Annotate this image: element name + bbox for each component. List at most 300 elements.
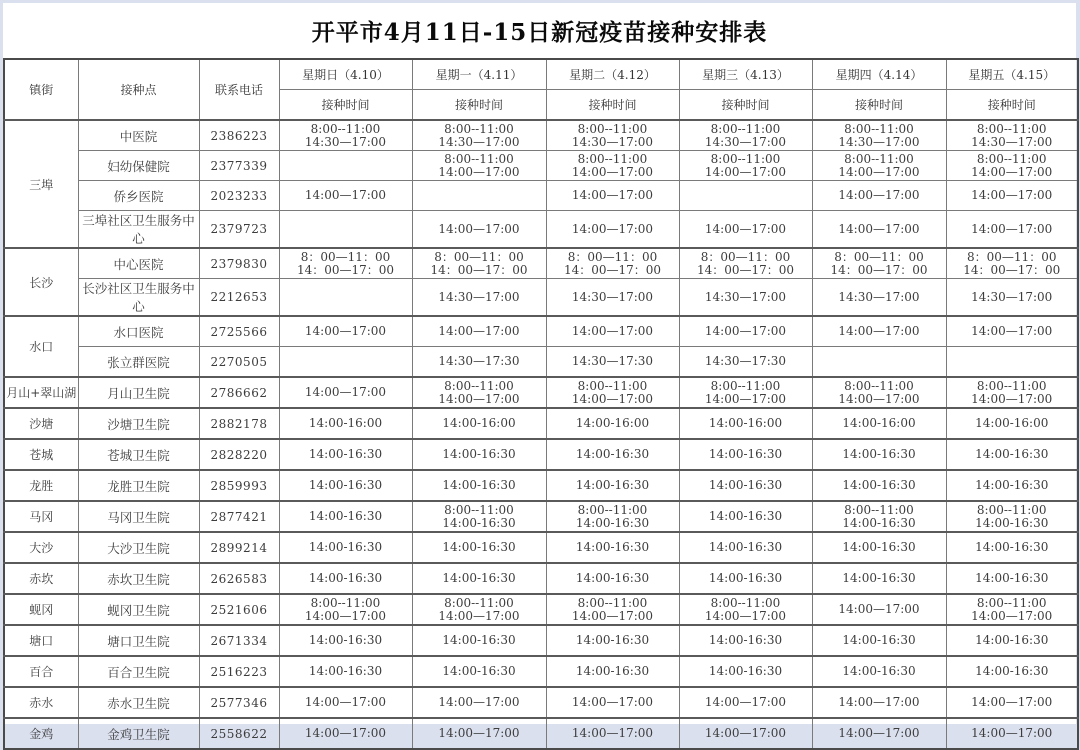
time-line: 14:00-16:00 xyxy=(575,416,650,430)
time-line: 8:00--11:00 xyxy=(976,151,1047,166)
col-header-phone: 联系电话 xyxy=(199,59,279,120)
phone-cell: 2828220 xyxy=(199,439,279,470)
phone-cell: 2386223 xyxy=(199,120,279,151)
time-line: 14:00-16:30 xyxy=(708,509,783,523)
site-cell: 侨乡医院 xyxy=(78,181,199,211)
time-cell xyxy=(946,248,1078,279)
time-line: 14:00-16:30 xyxy=(708,664,783,678)
time-cell xyxy=(412,501,546,532)
time-cell xyxy=(546,316,679,347)
time-line: 14:30—17:00 xyxy=(438,289,520,304)
time-line: 14:00-16:30 xyxy=(708,633,783,647)
time-line: 14:00—17:00 xyxy=(438,221,520,236)
time-line: 8:00--11:00 xyxy=(976,378,1047,393)
time-line: 14:00—17:00 xyxy=(838,695,920,709)
time-cell xyxy=(546,563,679,594)
time-line: 14:00—17:00 xyxy=(304,608,387,623)
town-cell: 赤水 xyxy=(4,687,78,718)
time-line: 14:00-16:30 xyxy=(308,633,383,647)
time-line: 14:00—17:00 xyxy=(704,695,787,709)
time-cell xyxy=(546,532,679,563)
time-cell xyxy=(412,316,546,347)
time-cell xyxy=(412,687,546,718)
town-cell: 月山+翠山湖 xyxy=(4,377,78,408)
town-cell: 百合 xyxy=(4,656,78,687)
time-line: 14：00—17：00 xyxy=(830,262,928,277)
time-cell xyxy=(279,151,412,181)
time-cell xyxy=(546,718,679,749)
site-cell: 赤水卫生院 xyxy=(78,687,199,718)
table-row xyxy=(4,563,1078,594)
time-cell xyxy=(812,532,946,563)
time-cell xyxy=(412,563,546,594)
time-cell xyxy=(279,687,412,718)
site-cell: 大沙卫生院 xyxy=(78,532,199,563)
time-line: 14:00—17:00 xyxy=(571,164,654,179)
time-line: 8:00--11:00 xyxy=(444,378,514,393)
time-line: 14：00—17：00 xyxy=(430,262,528,277)
time-line: 14:00—17:00 xyxy=(838,602,920,616)
time-cell xyxy=(679,316,812,347)
time-cell xyxy=(812,501,946,532)
col-subheader-time: 接种时间 xyxy=(812,90,946,121)
time-cell xyxy=(946,470,1078,501)
time-line: 8：00—11：00 xyxy=(967,249,1057,264)
time-cell xyxy=(679,120,812,151)
time-cell xyxy=(279,377,412,408)
time-line: 14:30—17:00 xyxy=(838,289,920,304)
time-cell xyxy=(279,625,412,656)
time-cell xyxy=(679,377,812,408)
time-line: 8:00--11:00 xyxy=(310,595,381,610)
time-cell xyxy=(546,151,679,181)
time-line: 8:00--11:00 xyxy=(844,151,914,166)
time-line: 14:00—17:00 xyxy=(438,391,520,406)
town-cell: 苍城 xyxy=(4,439,78,470)
time-line: 14:30—17:00 xyxy=(971,134,1053,149)
col-subheader-time: 接种时间 xyxy=(946,90,1078,121)
time-line: 14:30—17:30 xyxy=(704,354,787,368)
phone-cell: 2882178 xyxy=(199,408,279,439)
time-cell xyxy=(546,279,679,317)
time-line: 14:00—17:00 xyxy=(971,164,1053,179)
site-cell: 苍城卫生院 xyxy=(78,439,199,470)
town-cell: 蚬冈 xyxy=(4,594,78,625)
time-line: 8:00--11:00 xyxy=(844,378,914,393)
time-line: 14:00—17:00 xyxy=(838,221,920,236)
time-line: 14:00—17:00 xyxy=(838,391,920,406)
time-line: 14:00-16:30 xyxy=(975,633,1049,647)
time-line: 14:00-16:30 xyxy=(842,447,916,461)
time-cell xyxy=(279,347,412,378)
town-cell: 三埠 xyxy=(4,120,78,248)
time-line: 14:00—17:00 xyxy=(438,726,520,740)
time-line: 14:00-16:30 xyxy=(842,633,916,647)
time-cell xyxy=(279,248,412,279)
time-line: 14:00—17:00 xyxy=(704,221,787,236)
col-header-day-sunday: 星期日（4.10） xyxy=(279,59,412,90)
table-header xyxy=(4,59,1078,120)
time-line: 8:00--11:00 xyxy=(844,121,914,136)
table-row xyxy=(4,532,1078,563)
time-line: 14:00—17:00 xyxy=(304,385,387,399)
time-cell xyxy=(279,408,412,439)
time-cell xyxy=(812,718,946,749)
time-cell xyxy=(946,439,1078,470)
time-line: 14:00—17:00 xyxy=(438,324,520,338)
time-line: 14:00—17:00 xyxy=(438,164,520,179)
time-cell xyxy=(679,532,812,563)
time-cell xyxy=(279,718,412,749)
site-cell: 月山卫生院 xyxy=(78,377,199,408)
time-cell xyxy=(946,625,1078,656)
site-cell: 妇幼保健院 xyxy=(78,151,199,181)
time-cell xyxy=(812,248,946,279)
time-line: 14:00—17:00 xyxy=(438,695,520,709)
time-cell xyxy=(812,120,946,151)
time-line: 14:00-16:30 xyxy=(975,515,1049,530)
time-line: 14:00-16:30 xyxy=(975,540,1049,554)
header-row-days xyxy=(4,59,1078,90)
time-line: 8：00—11：00 xyxy=(700,249,791,264)
site-cell: 长沙社区卫生服务中心 xyxy=(78,279,199,317)
time-cell xyxy=(412,532,546,563)
town-cell: 塘口 xyxy=(4,625,78,656)
time-line: 14:00—17:00 xyxy=(571,221,654,236)
town-cell: 马冈 xyxy=(4,501,78,532)
time-cell xyxy=(946,347,1078,378)
time-line: 14:00—17:00 xyxy=(304,324,387,338)
table-row xyxy=(4,687,1078,718)
time-line: 8:00--11:00 xyxy=(444,151,514,166)
time-line: 14:00—17:00 xyxy=(971,391,1053,406)
time-cell xyxy=(679,718,812,749)
time-line: 14:00-16:30 xyxy=(975,447,1049,461)
time-line: 8：00—11：00 xyxy=(300,249,391,264)
time-line: 14:00—17:00 xyxy=(838,188,920,202)
time-line: 8:00--11:00 xyxy=(444,121,514,136)
time-line: 14:00—17:00 xyxy=(304,188,387,202)
town-cell: 沙塘 xyxy=(4,408,78,439)
time-cell xyxy=(812,151,946,181)
time-cell xyxy=(812,439,946,470)
time-line: 14:00—17:00 xyxy=(438,608,520,623)
col-subheader-time: 接种时间 xyxy=(679,90,812,121)
phone-cell: 2877421 xyxy=(199,501,279,532)
time-cell xyxy=(679,211,812,249)
time-line: 14:30—17:00 xyxy=(971,289,1053,304)
col-header-day-wednesday: 星期三（4.13） xyxy=(679,59,812,90)
phone-cell: 2577346 xyxy=(199,687,279,718)
time-line: 14:00—17:00 xyxy=(704,608,787,623)
time-line: 14:00-16:30 xyxy=(575,571,650,585)
time-cell xyxy=(812,625,946,656)
time-cell xyxy=(679,656,812,687)
time-cell xyxy=(946,377,1078,408)
site-cell: 三埠社区卫生服务中心 xyxy=(78,211,199,249)
time-line: 14:30—17:30 xyxy=(571,354,654,368)
table-row xyxy=(4,718,1078,749)
time-line: 14:00—17:00 xyxy=(571,188,654,202)
time-cell xyxy=(279,563,412,594)
time-line: 14:00-16:30 xyxy=(842,571,916,585)
site-cell: 水口医院 xyxy=(78,316,199,347)
time-line: 14:00—17:00 xyxy=(838,726,920,740)
site-cell: 百合卫生院 xyxy=(78,656,199,687)
time-cell xyxy=(812,594,946,625)
document-page xyxy=(3,3,1076,742)
site-cell: 龙胜卫生院 xyxy=(78,470,199,501)
time-line: 14:00-16:30 xyxy=(575,540,650,554)
table-row xyxy=(4,248,1078,279)
time-cell xyxy=(812,211,946,249)
table-row xyxy=(4,316,1078,347)
time-cell xyxy=(679,347,812,378)
time-cell xyxy=(679,151,812,181)
time-line: 14:00-16:00 xyxy=(708,416,783,430)
time-line: 8:00--11:00 xyxy=(577,502,648,517)
phone-cell: 2212653 xyxy=(199,279,279,317)
town-cell: 水口 xyxy=(4,316,78,377)
time-line: 14:00-16:30 xyxy=(442,478,516,492)
time-line: 14:30—17:00 xyxy=(571,289,654,304)
time-line: 14:00—17:00 xyxy=(971,188,1053,202)
time-cell xyxy=(679,279,812,317)
time-cell xyxy=(546,408,679,439)
time-cell xyxy=(279,316,412,347)
time-cell xyxy=(412,151,546,181)
time-cell xyxy=(679,501,812,532)
time-line: 14:00—17:00 xyxy=(971,221,1053,236)
time-cell xyxy=(412,656,546,687)
time-cell xyxy=(546,687,679,718)
col-header-day-friday: 星期五（4.15） xyxy=(946,59,1078,90)
table-row xyxy=(4,347,1078,378)
time-cell xyxy=(546,501,679,532)
site-cell: 金鸡卫生院 xyxy=(78,718,199,749)
time-cell xyxy=(412,439,546,470)
time-line: 14:00—17:00 xyxy=(971,695,1053,709)
time-line: 14:00-16:30 xyxy=(575,515,650,530)
time-line: 14：00—17：00 xyxy=(963,262,1061,277)
time-line: 14:00—17:00 xyxy=(304,695,387,709)
time-line: 14:30—17:00 xyxy=(304,134,387,149)
time-line: 14:00-16:30 xyxy=(575,664,650,678)
time-cell xyxy=(546,120,679,151)
time-cell xyxy=(412,625,546,656)
time-cell xyxy=(812,347,946,378)
time-line: 8:00--11:00 xyxy=(710,378,781,393)
phone-cell: 2379723 xyxy=(199,211,279,249)
time-line: 14:30—17:00 xyxy=(571,134,654,149)
phone-cell: 2270505 xyxy=(199,347,279,378)
time-line: 14:00-16:00 xyxy=(308,416,383,430)
time-line: 8:00--11:00 xyxy=(310,121,381,136)
phone-cell: 2725566 xyxy=(199,316,279,347)
time-cell xyxy=(812,408,946,439)
time-cell xyxy=(946,656,1078,687)
time-line: 8：00—11：00 xyxy=(567,249,658,264)
table-row xyxy=(4,181,1078,211)
time-cell xyxy=(812,377,946,408)
time-cell xyxy=(679,408,812,439)
phone-cell: 2859993 xyxy=(199,470,279,501)
time-line: 14：00—17：00 xyxy=(563,262,662,277)
time-line: 14:00-16:30 xyxy=(442,633,516,647)
site-cell: 蚬冈卫生院 xyxy=(78,594,199,625)
phone-cell: 2023233 xyxy=(199,181,279,211)
town-cell: 赤坎 xyxy=(4,563,78,594)
time-cell xyxy=(279,656,412,687)
page-title: 开平市4月11日-15日新冠疫苗接种安排表 xyxy=(311,19,768,46)
phone-cell: 2377339 xyxy=(199,151,279,181)
site-cell: 赤坎卫生院 xyxy=(78,563,199,594)
time-cell xyxy=(546,248,679,279)
table-row xyxy=(4,656,1078,687)
phone-cell: 2558622 xyxy=(199,718,279,749)
time-cell xyxy=(279,594,412,625)
town-cell: 长沙 xyxy=(4,248,78,316)
time-cell xyxy=(546,594,679,625)
time-cell xyxy=(946,501,1078,532)
time-line: 14:00-16:30 xyxy=(975,571,1049,585)
time-cell xyxy=(946,687,1078,718)
time-line: 14:00—17:00 xyxy=(304,726,387,740)
table-row xyxy=(4,151,1078,181)
col-header-day-monday: 星期一（4.11） xyxy=(412,59,546,90)
time-line: 8:00--11:00 xyxy=(710,121,781,136)
table-row xyxy=(4,120,1078,151)
col-header-town: 镇街 xyxy=(4,59,78,120)
time-cell xyxy=(279,439,412,470)
time-cell xyxy=(546,347,679,378)
time-cell xyxy=(279,279,412,317)
time-cell xyxy=(546,439,679,470)
time-line: 14:00—17:00 xyxy=(571,324,654,338)
time-cell xyxy=(412,181,546,211)
time-cell xyxy=(946,563,1078,594)
time-cell xyxy=(946,316,1078,347)
time-line: 14:00-16:30 xyxy=(308,540,383,554)
time-line: 14:00-16:30 xyxy=(708,571,783,585)
time-line: 14:00—17:00 xyxy=(704,324,787,338)
time-line: 14:00-16:30 xyxy=(442,540,516,554)
time-cell xyxy=(412,347,546,378)
time-cell xyxy=(946,279,1078,317)
time-line: 14:00-16:30 xyxy=(308,509,383,523)
time-cell xyxy=(946,532,1078,563)
time-cell xyxy=(279,470,412,501)
col-header-day-thursday: 星期四（4.14） xyxy=(812,59,946,90)
time-cell xyxy=(946,408,1078,439)
time-line: 8:00--11:00 xyxy=(844,502,914,517)
col-subheader-time: 接种时间 xyxy=(279,90,412,121)
time-line: 8:00--11:00 xyxy=(710,151,781,166)
time-line: 14:00-16:30 xyxy=(308,478,383,492)
time-line: 14:00-16:30 xyxy=(842,540,916,554)
time-line: 14:00-16:30 xyxy=(442,571,516,585)
time-cell xyxy=(812,687,946,718)
time-line: 14:00—17:00 xyxy=(571,391,654,406)
time-cell xyxy=(679,470,812,501)
time-line: 14:30—17:00 xyxy=(438,134,520,149)
time-cell xyxy=(279,501,412,532)
time-line: 8:00--11:00 xyxy=(577,378,648,393)
time-line: 8:00--11:00 xyxy=(976,502,1047,517)
time-line: 14：00—17：00 xyxy=(296,262,395,277)
col-header-day-tuesday: 星期二（4.12） xyxy=(546,59,679,90)
time-line: 14:00-16:30 xyxy=(308,447,383,461)
time-line: 14:00—17:00 xyxy=(571,608,654,623)
time-line: 14:00-16:30 xyxy=(442,515,516,530)
time-line: 14:00-16:30 xyxy=(708,540,783,554)
time-line: 14:00-16:30 xyxy=(575,633,650,647)
phone-cell: 2671334 xyxy=(199,625,279,656)
time-line: 14:00-16:30 xyxy=(575,447,650,461)
time-line: 14:00—17:00 xyxy=(971,324,1053,338)
time-line: 14:00—17:00 xyxy=(838,164,920,179)
time-cell xyxy=(812,563,946,594)
time-cell xyxy=(412,470,546,501)
time-line: 14:00-16:00 xyxy=(842,416,916,430)
phone-cell: 2379830 xyxy=(199,248,279,279)
time-line: 14:00—17:00 xyxy=(704,391,787,406)
time-cell xyxy=(546,470,679,501)
time-cell xyxy=(946,151,1078,181)
time-cell xyxy=(679,439,812,470)
table-row xyxy=(4,408,1078,439)
town-cell: 大沙 xyxy=(4,532,78,563)
time-line: 14:00-16:30 xyxy=(308,571,383,585)
table-row xyxy=(4,377,1078,408)
phone-cell: 2786662 xyxy=(199,377,279,408)
time-cell xyxy=(679,625,812,656)
time-line: 14:00-16:00 xyxy=(975,416,1049,430)
time-cell xyxy=(279,211,412,249)
time-cell xyxy=(812,181,946,211)
time-line: 8:00--11:00 xyxy=(577,595,648,610)
time-cell xyxy=(946,120,1078,151)
time-cell xyxy=(412,408,546,439)
time-line: 8：00—11：00 xyxy=(834,249,924,264)
time-cell xyxy=(412,718,546,749)
time-cell xyxy=(279,181,412,211)
time-line: 14:00-16:30 xyxy=(708,478,783,492)
time-cell xyxy=(679,563,812,594)
time-line: 14:00-16:30 xyxy=(708,447,783,461)
time-cell xyxy=(946,594,1078,625)
town-cell: 龙胜 xyxy=(4,470,78,501)
time-cell xyxy=(546,181,679,211)
time-line: 8:00--11:00 xyxy=(444,595,514,610)
time-cell xyxy=(412,279,546,317)
time-line: 14:30—17:00 xyxy=(704,134,787,149)
time-cell xyxy=(546,625,679,656)
time-line: 8:00--11:00 xyxy=(710,595,781,610)
site-cell: 中心医院 xyxy=(78,248,199,279)
time-line: 14:00-16:30 xyxy=(308,664,383,678)
table-row xyxy=(4,439,1078,470)
site-cell: 塘口卫生院 xyxy=(78,625,199,656)
col-subheader-time: 接种时间 xyxy=(546,90,679,121)
table-row xyxy=(4,501,1078,532)
time-line: 8:00--11:00 xyxy=(976,121,1047,136)
time-cell xyxy=(412,248,546,279)
site-cell: 马冈卫生院 xyxy=(78,501,199,532)
time-cell xyxy=(412,211,546,249)
time-line: 14:00—17:00 xyxy=(571,695,654,709)
time-cell xyxy=(812,656,946,687)
